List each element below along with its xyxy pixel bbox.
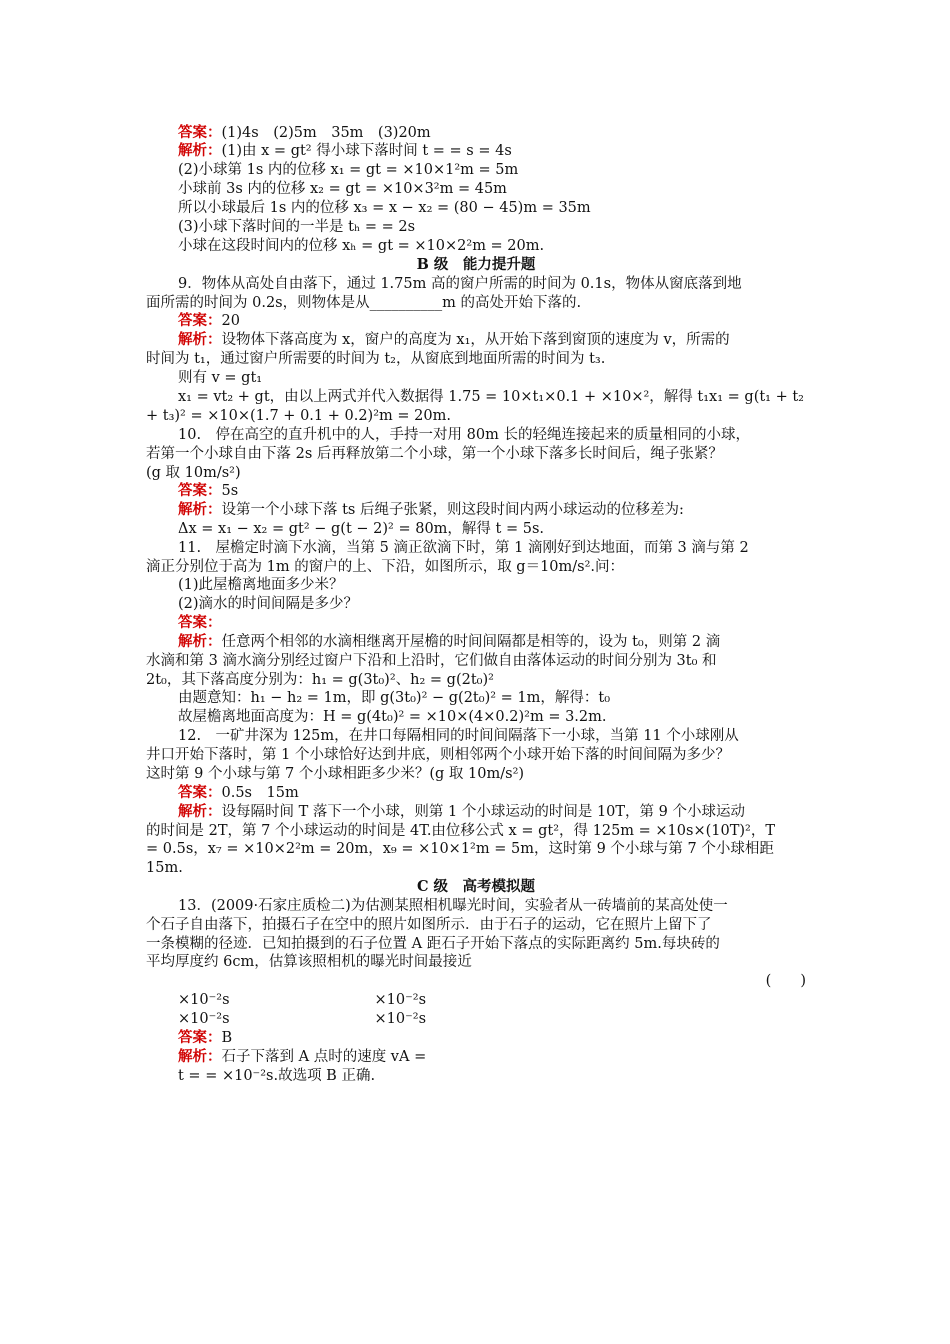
answer-line xyxy=(178,1029,806,1047)
line-text: = 0.5s，x₇ = ×10×2²m = 20m，x₉ = ×10×1²m = 5m，这时第 9 个小球与第 7 个小球相距 xyxy=(146,841,774,857)
text-line xyxy=(146,407,806,425)
text-line xyxy=(146,350,806,368)
line-text: 5s xyxy=(221,483,239,499)
line-text: 任意两个相邻的水滴相继离开屋檐的时间间隔都是相等的，设为 t₀，则第 2 滴 xyxy=(221,634,721,650)
line-text: 设每隔时间 T 落下一个小球，则第 1 个小球运动的时间是 10T，第 9 个小球运动 xyxy=(221,804,746,820)
line-text: Δx = x₁ − x₂ = gt² − g(t − 2)² = 80m，解得 t = 5s. xyxy=(178,521,544,537)
analysis-label: 解析： xyxy=(178,633,222,650)
analysis-line xyxy=(178,1048,806,1066)
line-text: ×10⁻²s ×10⁻²s xyxy=(178,992,427,1008)
line-text: ×10⁻²s ×10⁻²s xyxy=(178,1011,427,1027)
question-11-line xyxy=(178,539,806,557)
line-text: 小球在这段时间内的位移 xₕ = gt = ×10×2²m = 20m. xyxy=(178,238,545,254)
line-text: (1)由 x = gt² 得小球下落时间 t = = s = 4s xyxy=(221,143,512,159)
line-text: 13．(2009·石家庄质检二)为估测某照相机曝光时间，实验者从一砖墙前的某高处使一 xyxy=(178,898,728,914)
answer-line xyxy=(178,784,806,802)
answer-line xyxy=(178,124,806,142)
line-text: 小球前 3s 内的位移 x₂ = gt = ×10×3²m = 45m xyxy=(178,181,507,197)
text-line xyxy=(146,916,806,934)
answer-label: 答案： xyxy=(178,482,222,499)
line-text: (1)4s (2)5m 35m (3)20m xyxy=(221,125,431,141)
answer-bracket xyxy=(146,972,806,990)
line-text: 所以小球最后 1s 内的位移 x₃ = x − x₂ = (80 − 45)m = 35m xyxy=(178,200,591,216)
analysis-label: 解析： xyxy=(178,1048,222,1065)
line-text: 时间为 t₁，通过窗户所需要的时间为 t₂，从窗底到地面所需的时间为 t₃. xyxy=(146,351,606,367)
line-text: 平均厚度约 6cm，估算该照相机的曝光时间最接近 xyxy=(146,954,472,970)
options-line xyxy=(178,1010,806,1028)
text-line xyxy=(178,199,806,217)
line-text: 个石子自由落下，拍摄石子在空中的照片如图所示．由于石子的运动，它在照片上留下了 xyxy=(146,917,712,933)
line-text: 20 xyxy=(221,313,240,329)
line-text: 石子下落到 A 点时的速度 vA = xyxy=(221,1049,427,1065)
question-12-line xyxy=(178,727,806,745)
line-text: 则有 v = gt₁ xyxy=(178,370,263,386)
text-line xyxy=(178,595,806,613)
text-line xyxy=(146,822,806,840)
line-text: (1)此屋檐离地面多少米？ xyxy=(178,577,344,593)
line-text: (2)滴水的时间间隔是多少？ xyxy=(178,596,359,612)
answer-line xyxy=(178,614,806,632)
analysis-line xyxy=(178,633,806,651)
answer-label: 答案： xyxy=(178,124,222,141)
line-text: x₁ = vt₂ + gt，由以上两式并代入数据得 1.75 = 10×t₁×0.1 + ×10×²，解得 t₁x₁ = g(t₁ + t₂ xyxy=(178,389,804,405)
line-text: 面所需的时间为 0.2s，则物体是从__________m 的高处开始下落的. xyxy=(146,295,582,311)
text-line xyxy=(146,953,806,971)
text-line xyxy=(178,369,806,387)
line-text: (3)小球下落时间的一半是 tₕ = = 2s xyxy=(178,219,416,235)
line-text: 井口开始下落时，第 1 个小球恰好达到井底，则相邻两个小球开始下落的时间间隔为多少？ xyxy=(146,747,730,763)
line-text: 设物体下落高度为 x，窗户的高度为 x₁，从开始下落到窗顶的速度为 v，所需的 xyxy=(221,332,730,348)
text-line xyxy=(146,445,806,463)
text-line xyxy=(146,746,806,764)
section-heading-b: B 级 能力提升题 xyxy=(416,256,536,273)
line-text: 这时第 9 个小球与第 7 个小球相距多少米？(g 取 10m/s²) xyxy=(146,766,525,782)
line-text: 2t₀，其下落高度分别为：h₁ = g(3t₀)²、h₂ = g(2t₀)² xyxy=(146,672,494,688)
line-text: 设第一个小球下落 ts 后绳子张紧，则这段时间内两小球运动的位移差为: xyxy=(221,502,684,518)
line-text: 一条模糊的径迹．已知拍摄到的石子位置 A 距石子开始下落点的实际距离约 5m.每块砖的 xyxy=(146,936,720,952)
line-text: 15m. xyxy=(146,860,183,876)
analysis-label: 解析： xyxy=(178,501,222,518)
answer-line xyxy=(178,312,806,330)
text-line xyxy=(146,464,806,482)
line-text: 12. 一矿井深为 125m，在井口每隔相同的时间间隔落下一小球，当第 11 个小球刚从 xyxy=(178,728,739,744)
question-13-line xyxy=(178,897,806,915)
question-10-line xyxy=(178,426,806,444)
line-text: 0.5s 15m xyxy=(221,785,299,801)
line-text: 由题意知：h₁ − h₂ = 1m，即 g(3t₀)² − g(2t₀)² = 1m，解得：t₀ xyxy=(178,690,611,706)
line-text: 故屋檐离地面高度为：H = g(4t₀)² = ×10×(4×0.2)²m = 3.2m. xyxy=(178,709,607,725)
answer-label: 答案： xyxy=(178,784,222,801)
text-line xyxy=(146,671,806,689)
line-text: + t₃)² = ×10×(1.7 + 0.1 + 0.2)²m = 20m. xyxy=(146,408,451,424)
analysis-line xyxy=(178,331,806,349)
text-line xyxy=(178,1067,806,1085)
text-line xyxy=(146,840,806,858)
text-line xyxy=(178,576,806,594)
text-line xyxy=(146,859,806,877)
answer-label: 答案： xyxy=(178,1029,222,1046)
answer-label: 答案： xyxy=(178,312,222,329)
line-text: 9．物体从高处自由落下，通过 1.75m 高的窗户所需的时间为 0.1s，物体从窗底落到地 xyxy=(178,276,742,292)
text-line xyxy=(178,520,806,538)
text-line xyxy=(146,935,806,953)
analysis-label: 解析： xyxy=(178,331,222,348)
text-line xyxy=(146,294,806,312)
line-text: 10. 停在高空的直升机中的人，手持一对用 80m 长的轻绳连接起来的质量相同的小球， xyxy=(178,427,750,443)
options-line xyxy=(178,991,806,1009)
line-text: 11. 屋檐定时滴下水滴，当第 5 滴正欲滴下时，第 1 滴刚好到达地面，而第 3 滴与第 2 xyxy=(178,540,749,556)
line-text: 若第一个小球自由下落 2s 后再释放第二个小球，第一个小球下落多长时间后，绳子张紧？ xyxy=(146,446,723,462)
section-heading-c: C 级 高考模拟题 xyxy=(416,878,536,895)
line-text: 的时间是 2T，第 7 个小球运动的时间是 4T.由位移公式 x = gt²，得 125m = ×10s×(10T)²，T xyxy=(146,823,776,839)
line-text: ( ) xyxy=(765,973,806,989)
analysis-label: 解析： xyxy=(178,803,222,820)
text-line xyxy=(146,765,806,783)
analysis-line xyxy=(178,501,806,519)
answer-line xyxy=(178,482,806,500)
analysis-label: 解析： xyxy=(178,142,222,159)
text-line xyxy=(146,652,806,670)
answer-label: 答案： xyxy=(178,614,222,631)
line-text: 水滴和第 3 滴水滴分别经过窗户下沿和上沿时，它们做自由落体运动的时间分别为 3t₀ 和 xyxy=(146,653,717,669)
text-line xyxy=(146,558,806,576)
line-text: t = = ×10⁻²s.故选项 B 正确. xyxy=(178,1068,376,1084)
text-line xyxy=(178,161,806,179)
text-line xyxy=(178,180,806,198)
question-9-line xyxy=(178,275,806,293)
line-text: (g 取 10m/s²) xyxy=(146,465,241,481)
analysis-line xyxy=(178,142,806,160)
text-line xyxy=(178,708,806,726)
line-text: (2)小球第 1s 内的位移 x₁ = gt = ×10×1²m = 5m xyxy=(178,162,519,178)
line-text: 滴正分别位于高为 1m 的窗户的上、下沿，如图所示，取 g＝10m/s².问： xyxy=(146,559,625,575)
text-line xyxy=(178,689,806,707)
text-line xyxy=(178,388,806,406)
line-text: B xyxy=(221,1030,233,1046)
text-line xyxy=(178,237,806,255)
text-line xyxy=(178,218,806,236)
analysis-line xyxy=(178,803,806,821)
